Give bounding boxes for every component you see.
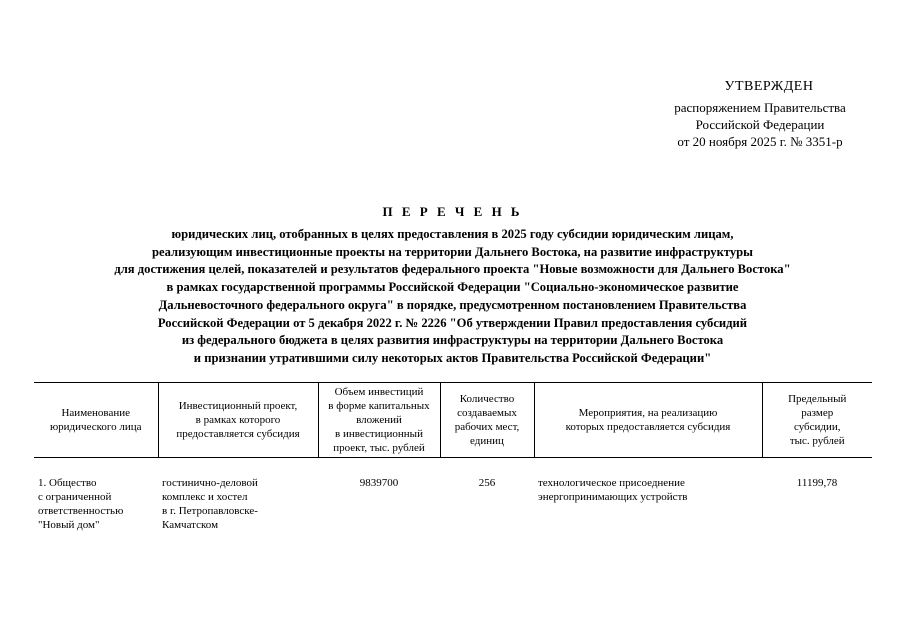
cell-investment-project: гостинично-деловой комплекс и хостел в г. Петропавловске- Камчатском — [162, 477, 258, 531]
subtitle-line: реализующим инвестиционные проекты на территории Дальнего Востока, на развитие инфраструктуры — [152, 244, 753, 259]
approval-line-1: распоряжением Правительства — [674, 100, 846, 115]
subtitle-line: в рамках государственной программы Российской Федерации "Социально-экономическое развитие — [166, 280, 739, 295]
approval-stamp: УТВЕРЖДЕН — [724, 79, 814, 94]
header-investment-project: Инвестиционный проект, в рамках которого предоставляется субсидия — [158, 383, 318, 458]
document-subtitle — [20, 226, 885, 368]
cell-subsidy-limit: 11199,78 — [796, 477, 838, 489]
approval-line-3: от 20 ноября 2025 г. № 3351-р — [677, 134, 843, 149]
header-jobs-count: Количество создаваемых рабочих мест, единиц — [440, 383, 534, 458]
approval-line-2: Российской Федерации — [695, 117, 825, 132]
subtitle-line: Дальневосточного федерального округа" в порядке, предусмотренном постановлением Правительства — [158, 297, 747, 312]
header-activities: Мероприятия, на реализацию которых предоставляется субсидия — [534, 383, 762, 458]
approval-block — [655, 78, 865, 150]
cell-investment-volume: 9839700 — [359, 477, 399, 489]
document-title: П Е Р Е Ч Е Н Ь — [382, 204, 523, 219]
subtitle-line: из федерального бюджета в целях развития инфраструктуры на территории Дальнего Востока — [181, 333, 724, 348]
entities-table — [34, 382, 872, 536]
subtitle-line: Российской Федерации от 5 декабря 2022 г. № 2226 "Об утверждении Правил предоставления субсидий — [157, 315, 748, 330]
cell-jobs-count: 256 — [478, 477, 496, 489]
header-entity-name: Наименование юридического лица — [34, 383, 158, 458]
subtitle-line: и признании утратившими силу некоторых актов Правительства Российской Федерации" — [193, 350, 712, 365]
subtitle-line: для достижения целей, показателей и результатов федерального проекта "Новые возможности для Дальнего Востока" — [114, 262, 791, 277]
cell-activities: технологическое присоеднение энергопринимающих устройств — [538, 477, 688, 503]
table-header-row — [34, 383, 872, 458]
table-row — [34, 458, 872, 537]
subtitle-line: юридических лиц, отобранных в целях предоставления в 2025 году субсидии юридическим лицам, — [171, 227, 734, 241]
header-subsidy-limit: Предельный размер субсидии, тыс. рублей — [762, 383, 872, 458]
cell-entity-name: 1. Общество с ограниченной ответственностью "Новый дом" — [38, 477, 124, 531]
header-investment-volume: Объем инвестиций в форме капитальных вложений в инвестиционный проект, тыс. рублей — [318, 383, 440, 458]
